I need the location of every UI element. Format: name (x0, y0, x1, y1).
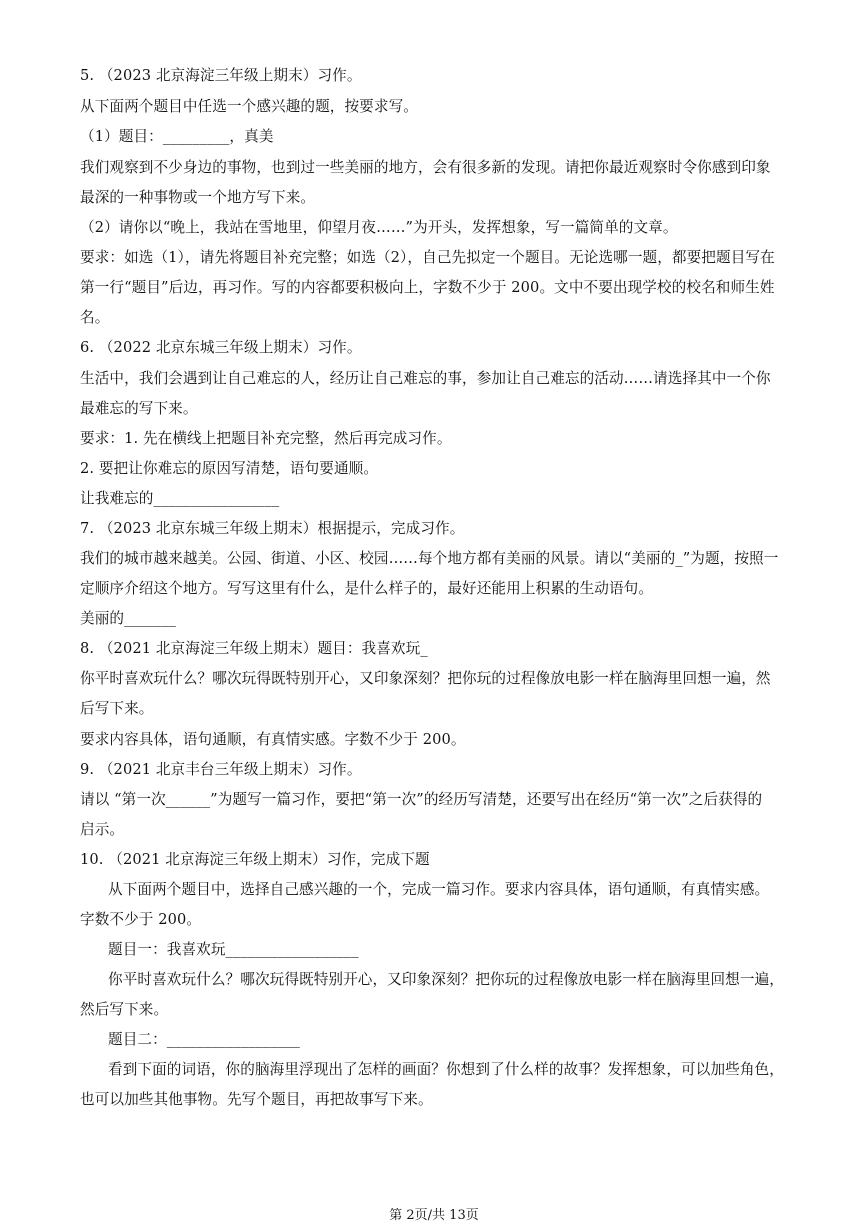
q5-requirement-line3: 名。 (80, 309, 110, 326)
q5-heading: 5. （2023 北京海淀三年级上期末）习作。 (80, 67, 362, 84)
q5-option-2: （2）请你以“晚上，我站在雪地里，仰望月夜……”为开头，发挥想象，写一篇简单的文章。 (80, 219, 678, 236)
q10-topic-1-text-line1: 你平时喜欢玩什么？哪次玩得既特别开心，又印象深刻？把你玩的过程像放电影一样在脑海里回想一遍， (108, 971, 784, 988)
q5-instruction: 从下面两个题目中任选一个感兴趣的题，按要求写。 (80, 98, 418, 115)
q10-text-line2: 字数不少于 200。 (80, 911, 202, 928)
q10-heading: 10. （2021 北京海淀三年级上期末）习作，完成下题 (80, 851, 430, 868)
q6-heading: 6. （2022 北京东城三年级上期末）习作。 (80, 339, 362, 356)
q5-requirement-line2: 第一行“题目”后边，再习作。写的内容都要积极向上，字数不少于 200。文中不要出现学校的校名和师生姓 (80, 279, 775, 296)
q7-title-blank: 美丽的_______ (80, 610, 176, 627)
q9-text-line1: 请以 “第一次______”为题写一篇习作，要把“第一次”的经历写清楚，还要写出在经历“第一次”之后获得的 (80, 791, 763, 808)
q8-text-line2: 后写下来。 (80, 700, 154, 717)
q10-topic-2: 题目二：__________________ (108, 1031, 300, 1048)
q7-text-line1: 我们的城市越来越美。公园、街道、小区、校园……每个地方都有美丽的风景。请以“美丽的_”为题，按照一 (80, 550, 779, 567)
q8-text-line1: 你平时喜欢玩什么？哪次玩得既特别开心，又印象深刻？把你玩的过程像放电影一样在脑海里回想一遍，然 (80, 670, 771, 687)
q5-requirement-line1: 要求：如选（1），请先将题目补充完整；如选（2），自己先拟定一个题目。无论选哪一题，都要把题目写在 (80, 249, 775, 266)
q8-heading: 8. （2021 北京海淀三年级上期末）题目：我喜欢玩_ (80, 640, 428, 657)
q5-option-1: （1）题目：_________，真美 (80, 128, 274, 145)
q8-requirement: 要求内容具体，语句通顺，有真情实感。字数不少于 200。 (80, 731, 466, 748)
page-number: 第 2页/共 13页 (389, 1208, 479, 1223)
q6-text-line1: 生活中，我们会遇到让自己难忘的人，经历让自己难忘的事，参加让自己难忘的活动……请选择其中一个你 (80, 370, 771, 387)
q6-text-line2: 最难忘的写下来。 (80, 400, 198, 417)
q6-requirement-2: 2. 要把让你难忘的原因写清楚，语句要通顺。 (80, 460, 379, 477)
q9-heading: 9. （2021 北京丰台三年级上期末）习作。 (80, 761, 362, 778)
q10-topic-1: 题目一：我喜欢玩__________________ (108, 941, 359, 958)
q9-text-line2: 启示。 (80, 821, 125, 838)
q10-text-line1: 从下面两个题目中，选择自己感兴趣的一个，完成一篇习作。要求内容具体，语句通顺，有真情实感。 (108, 881, 770, 898)
q7-heading: 7. （2023 北京东城三年级上期末）根据提示，完成习作。 (80, 520, 465, 537)
q6-requirement-1: 要求：1. 先在横线上把题目补充完整，然后再完成习作。 (80, 430, 452, 447)
q7-text-line2: 定顺序介绍这个地方。写写这里有什么，是什么样子的，最好还能用上积累的生动语句。 (80, 580, 654, 597)
q5-option-1-text-line2: 最深的一种事物或一个地方写下来。 (80, 189, 316, 206)
q10-topic-1-text-line2: 然后写下来。 (80, 1001, 169, 1018)
q5-option-1-text-line1: 我们观察到不少身边的事物，也到过一些美丽的地方，会有很多新的发现。请把你最近观察时令你感到印象 (80, 159, 771, 176)
q6-title-blank: 让我难忘的_________________ (80, 490, 280, 507)
q10-topic-2-text-line1: 看到下面的词语，你的脑海里浮现出了怎样的画面？你想到了什么样的故事？发挥想象，可以加些角色， (108, 1061, 784, 1078)
q10-topic-2-text-line2: 也可以加些其他事物。先写个题目，再把故事写下来。 (80, 1091, 433, 1108)
